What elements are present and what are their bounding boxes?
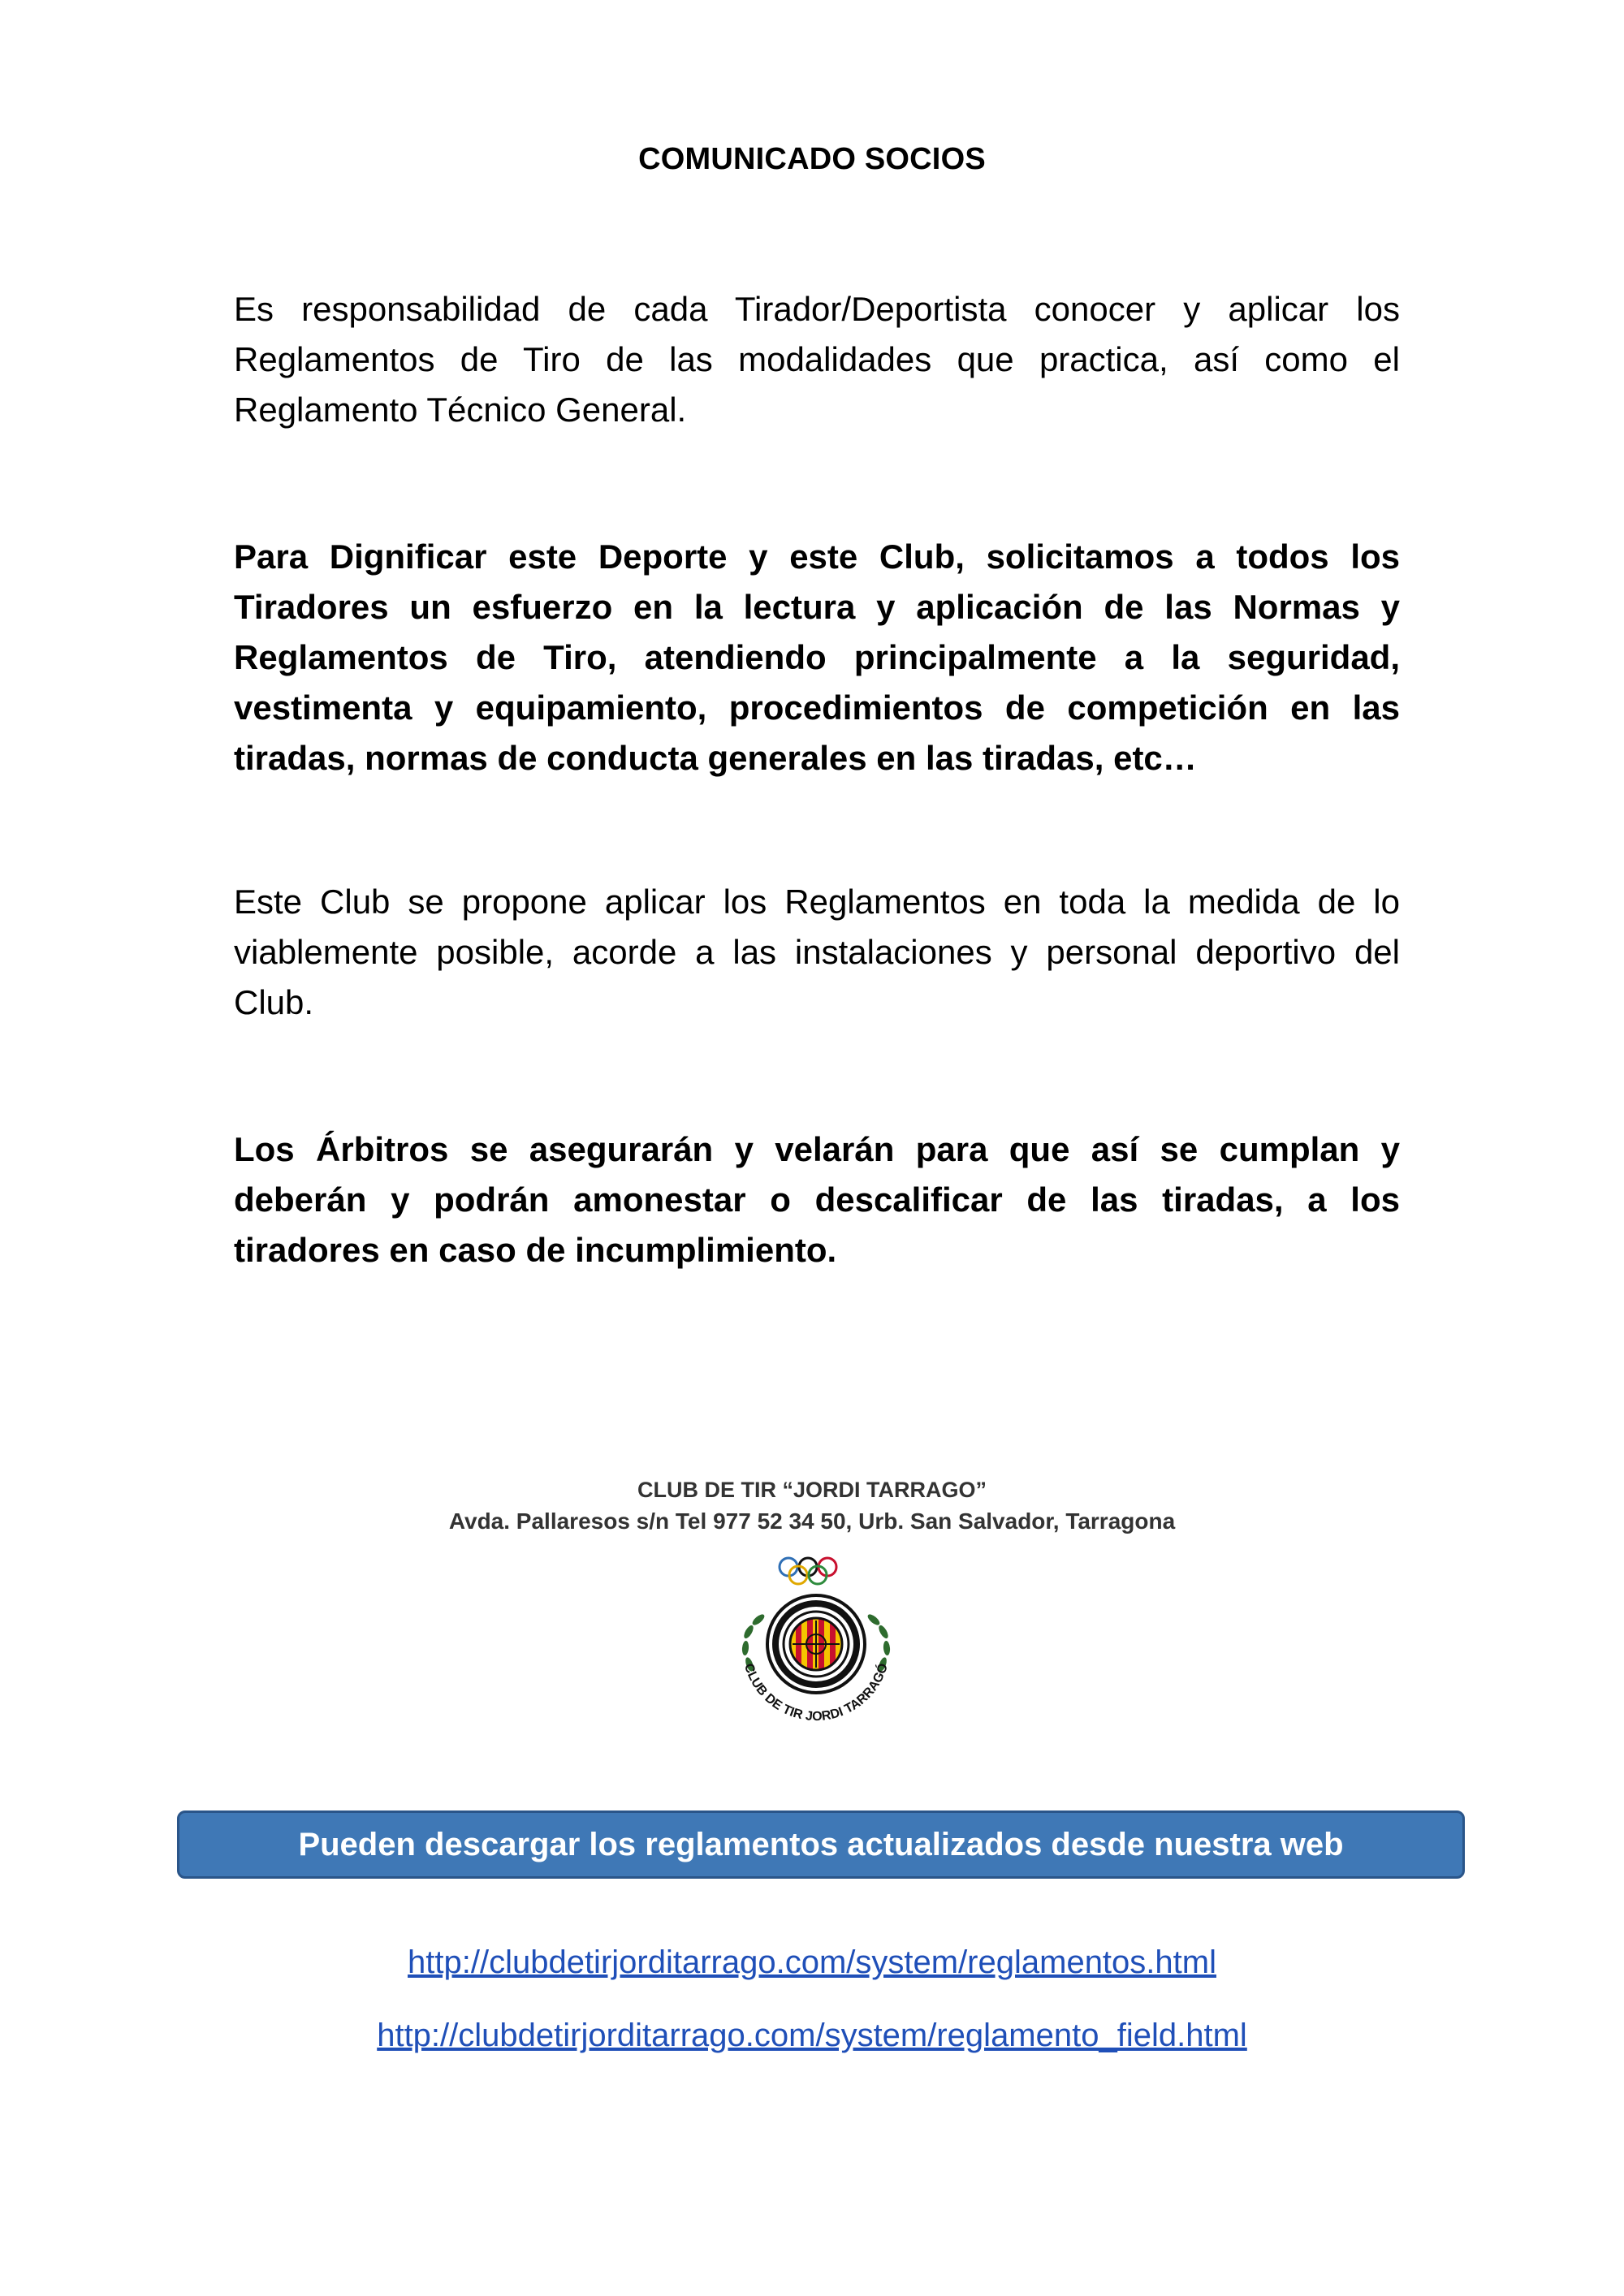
emblem-text: CLUB DE TIR JORDI TARRAGÓ (741, 1661, 892, 1724)
olympic-rings-icon (780, 1558, 836, 1584)
paragraph-club-proposal: Este Club se propone aplicar los Reglamentos en toda la medida de lo viablemente posible, acorde a las instalaciones y personal deportivo del Club. (234, 883, 1400, 1021)
link-reglamentos[interactable]: http://clubdetirjorditarrago.com/system/reglamentos.html (408, 1944, 1216, 1980)
paragraph-referees: Los Árbitros se asegurarán y velarán para que así se cumplan y deberán y podrán amonestar o descalificar de las tiradas, a los tiradores en caso de incumplimiento. (234, 1130, 1400, 1269)
club-emblem-icon (723, 1551, 909, 1737)
paragraph-dignify: Para Dignificar este Deporte y este Club, solicitamos a todos los Tiradores un esfuerzo en la lectura y aplicación de las Normas y Reglamentos de Tiro, atendiendo principalmente a la seguridad, vestimenta y equipamiento, procedimientos de competición en las tiradas, normas de conducta generales en las tiradas, etc… (234, 537, 1400, 777)
club-emblem (723, 1551, 909, 1737)
club-name: CLUB DE TIR “JORDI TARRAGO” (637, 1478, 987, 1502)
page-title: COMUNICADO SOCIOS (638, 142, 986, 176)
download-banner-text: Pueden descargar los reglamentos actualizados desde nuestra web (298, 1826, 1344, 1862)
club-address: Avda. Pallaresos s/n Tel 977 52 34 50, Urb. San Salvador, Tarragona (448, 1508, 1176, 1534)
paragraph-responsibility: Es responsabilidad de cada Tirador/Deportista conocer y aplicar los Reglamentos de Tiro de las modalidades que practica, así como el Reglamento Técnico General. (234, 290, 1400, 429)
download-banner (177, 1810, 1465, 1879)
link-reglamento-field[interactable]: http://clubdetirjorditarrago.com/system/reglamento_field.html (377, 2018, 1247, 2053)
